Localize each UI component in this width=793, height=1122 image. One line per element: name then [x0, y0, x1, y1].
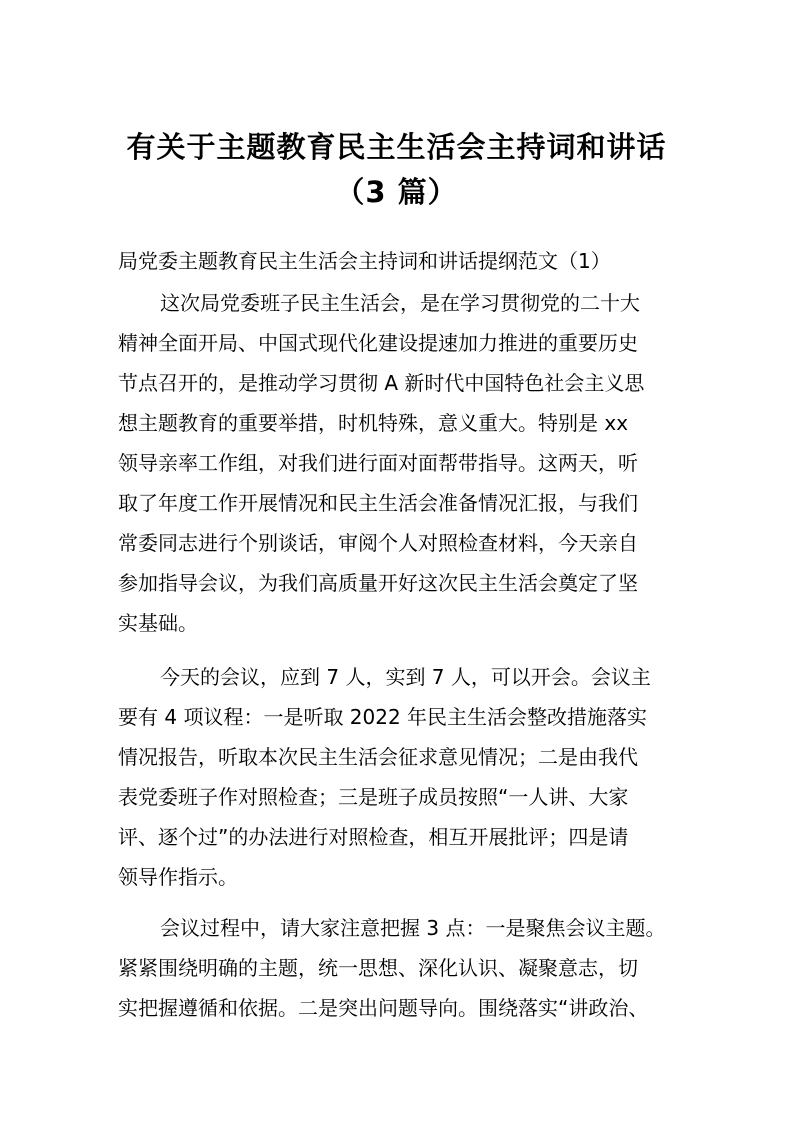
paragraph-line: 节点召开的，是推动学习贯彻 A 新时代中国特色社会主义思	[118, 371, 645, 395]
paragraph-line: 实把握遵循和依据。二是突出问题导向。围绕落实“讲政治、	[118, 996, 649, 1020]
document-title-line-1: 有关于主题教育民主生活会主持词和讲话	[126, 130, 667, 164]
paragraph-line: 实基础。	[118, 611, 198, 635]
paragraph-line: 今天的会议，应到 7 人，实到 7 人，可以开会。会议主	[160, 665, 651, 689]
paragraph-line: 领导亲率工作组，对我们进行面对面帮带指导。这两天，听	[118, 451, 638, 475]
paragraph-line: 评、逐个过”的办法进行对照检查，相互开展批评；四是请	[118, 825, 629, 849]
paragraph-line: 要有 4 项议程：一是听取 2022 年民主生活会整改措施落实	[118, 705, 648, 729]
paragraph-line: 精神全面开局、中国式现代化建设提速加力推进的重要历史	[118, 331, 638, 355]
paragraph-line: 会议过程中，请大家注意把握 3 点：一是聚焦会议主题。	[160, 916, 666, 940]
paragraph-line: 情况报告，听取本次民主生活会征求意见情况；二是由我代	[118, 745, 638, 769]
paragraph-line: 参加指导会议，为我们高质量开好这次民主生活会奠定了坚	[118, 571, 638, 595]
paragraph-line: 取了年度工作开展情况和民主生活会准备情况汇报，与我们	[118, 491, 638, 515]
document-title-line-2: （3 篇）	[335, 175, 458, 209]
paragraph-line: 想主题教育的重要举措，时机特殊，意义重大。特别是 xx	[118, 411, 629, 435]
paragraph-line: 紧紧围绕明确的主题，统一思想、深化认识、凝聚意志，切	[118, 956, 638, 980]
paragraph-line: 这次局党委班子民主生活会，是在学习贯彻党的二十大	[160, 291, 640, 315]
section-subheading: 局党委主题教育民主生活会主持词和讲话提纲范文（1）	[118, 249, 611, 273]
paragraph-line: 表党委班子作对照检查；三是班子成员按照“一人讲、大家	[118, 785, 629, 809]
paragraph-line: 常委同志进行个别谈话，审阅个人对照检查材料，今天亲自	[118, 531, 638, 555]
paragraph-line: 领导作指示。	[118, 865, 238, 889]
